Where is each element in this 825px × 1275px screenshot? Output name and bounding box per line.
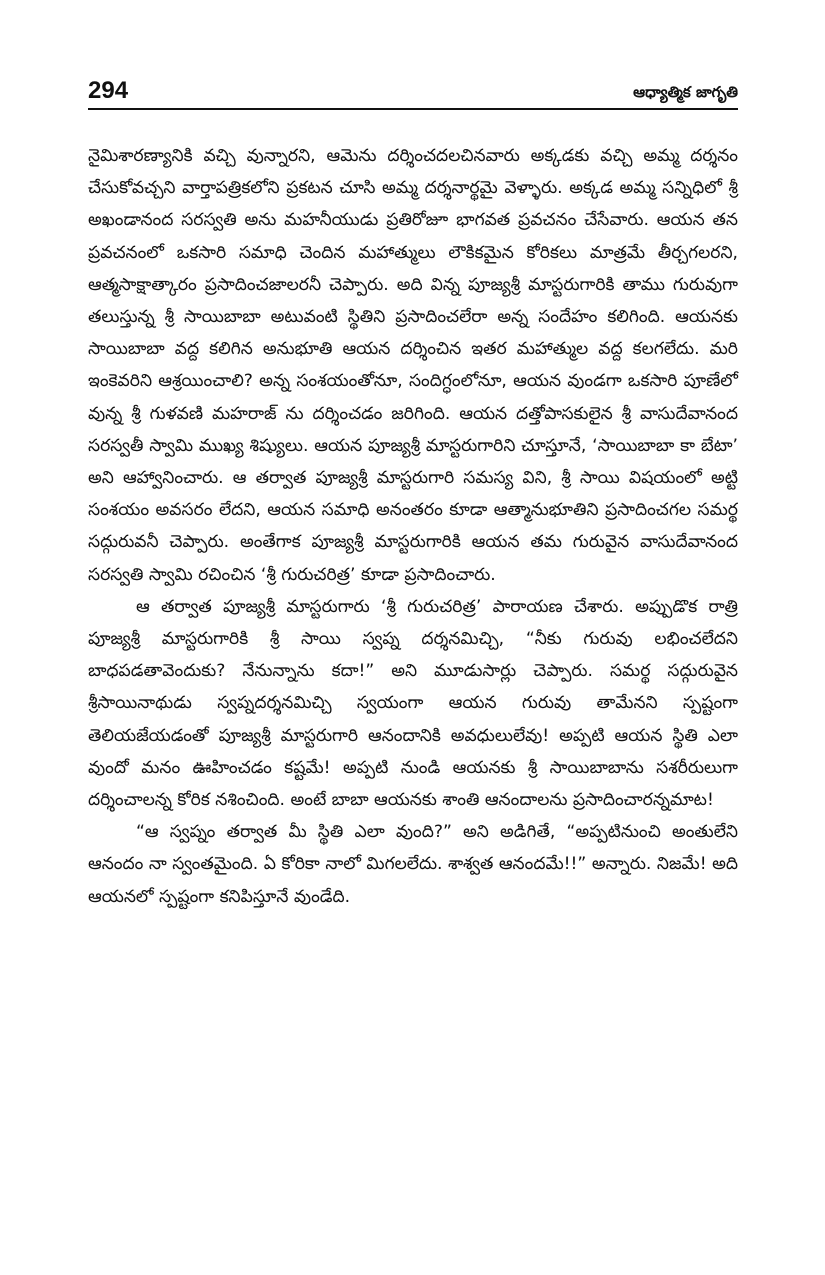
page-number: 294 xyxy=(88,77,129,104)
page-header xyxy=(88,78,738,110)
paragraph-1: నైమిశారణ్యానికి వచ్చి వున్నారని, ఆమెను దర్శించదలచినవారు అక్కడకు వచ్చి అమ్మ దర్శనం చేసుకోవచ్చని వార్తాపత్రికలోని ప్రకటన చూసి అమ్మ దర్శనార్థమై వెళ్ళారు. అక్కడ అమ్మ సన్నిధిలో శ్రీ అఖండానంద సరస్వతి అను మహనీయుడు ప్రతిరోజూ భాగవత ప్రవచనం చేసేవారు. ఆయన తన ప్రవచనంలో ఒకసారి సమాధి చెందిన మహాత్ములు లౌకికమైన కోరికలు మాత్రమే తీర్చగలరని, ఆత్మసాక్షాత్కారం ప్రసాదించజాలరనీ చెప్పారు. అది విన్న పూజ్యశ్రీ మాస్టరుగారికి తాము గురువుగా తలుస్తున్న శ్రీ సాయిబాబా అటువంటి స్థితిని ప్రసాదించలేరా అన్న సందేహం కలిగింది. ఆయనకు సాయిబాబా వద్ద కలిగిన అనుభూతి ఆయన దర్శించిన ఇతర మహాత్ముల వద్ద కలగలేదు. మరి ఇంకెవరిని ఆశ్రయించాలి? అన్న సంశయంతోనూ, సందిగ్ధంలోనూ, ఆయన వుండగా ఒకసారి పూణేలో వున్న శ్రీ గుళవణి మహరాజ్ ను దర్శించడం జరిగింది. ఆయన దత్తోపాసకులైన శ్రీ వాసుదేవానంద సరస్వతీ స్వామి ముఖ్య శిష్యులు. ఆయన పూజ్యశ్రీ మాస్టరుగారిని చూస్తూనే, ‘సాయిబాబా కా బేటా’ అని ఆహ్వానించారు. ఆ తర్వాత పూజ్యశ్రీ మాస్టరుగారి సమస్య విని, శ్రీ సాయి విషయంలో అట్టి సంశయం అవసరం లేదని, ఆయన సమాధి అనంతరం కూడా ఆత్మానుభూతిని ప్రసాదించగల సమర్థ సద్గురువనీ చెప్పారు. అంతేగాక పూజ్యశ్రీ మాస్టరుగారికి ఆయన తమ గురువైన వాసుదేవానంద సరస్వతి స్వామి రచించిన ‘శ్రీ గురుచరిత్ర’ కూడా ప్రసాదించారు. xyxy=(88,146,738,585)
body-text xyxy=(88,140,738,913)
paragraph-2: ఆ తర్వాత పూజ్యశ్రీ మాస్టరుగారు ‘శ్రీ గురుచరిత్ర’ పారాయణ చేశారు. అప్పుడొక రాత్రి పూజ్యశ్రీ మాస్టరుగారికి శ్రీ సాయి స్వప్న దర్శనమిచ్చి, “నీకు గురువు లభించలేదని బాధపడతావెందుకు? నేనున్నాను కదా!” అని మూడుసార్లు చెప్పారు. సమర్థ సద్గురువైన శ్రీసాయినాథుడు స్వప్నదర్శనమిచ్చి స్వయంగా ఆయన గురువు తామేనని స్పష్టంగా తెలియజేయడంతో పూజ్యశ్రీ మాస్టరుగారి ఆనందానికి అవధులులేవు! అప్పటి ఆయన స్థితి ఎలా వుందో మనం ఊహించడం కష్టమే! అప్పటి నుండి ఆయనకు శ్రీ సాయిబాబాను సశరీరులుగా దర్శించాలన్న కోరిక నశించింది. అంటే బాబా ఆయనకు శాంతి ఆనందాలను ప్రసాదించారన్నమాట! xyxy=(88,596,738,811)
running-title: ఆధ్యాత్మిక జాగృతి xyxy=(633,83,738,101)
book-page xyxy=(88,77,738,907)
paragraph-3: “ఆ స్వప్నం తర్వాత మీ స్థితి ఎలా వుంది?” అని అడిగితే, “అప్పటినుంచి అంతులేని ఆనందం నా స్వంతమైంది. ఏ కోరికా నాలో మిగలలేదు. శాశ్వత ఆనందమే!!” అన్నారు. నిజమే! అది ఆయనలో స్పష్టంగా కనిపిస్తూనే వుండేది. xyxy=(88,822,738,907)
